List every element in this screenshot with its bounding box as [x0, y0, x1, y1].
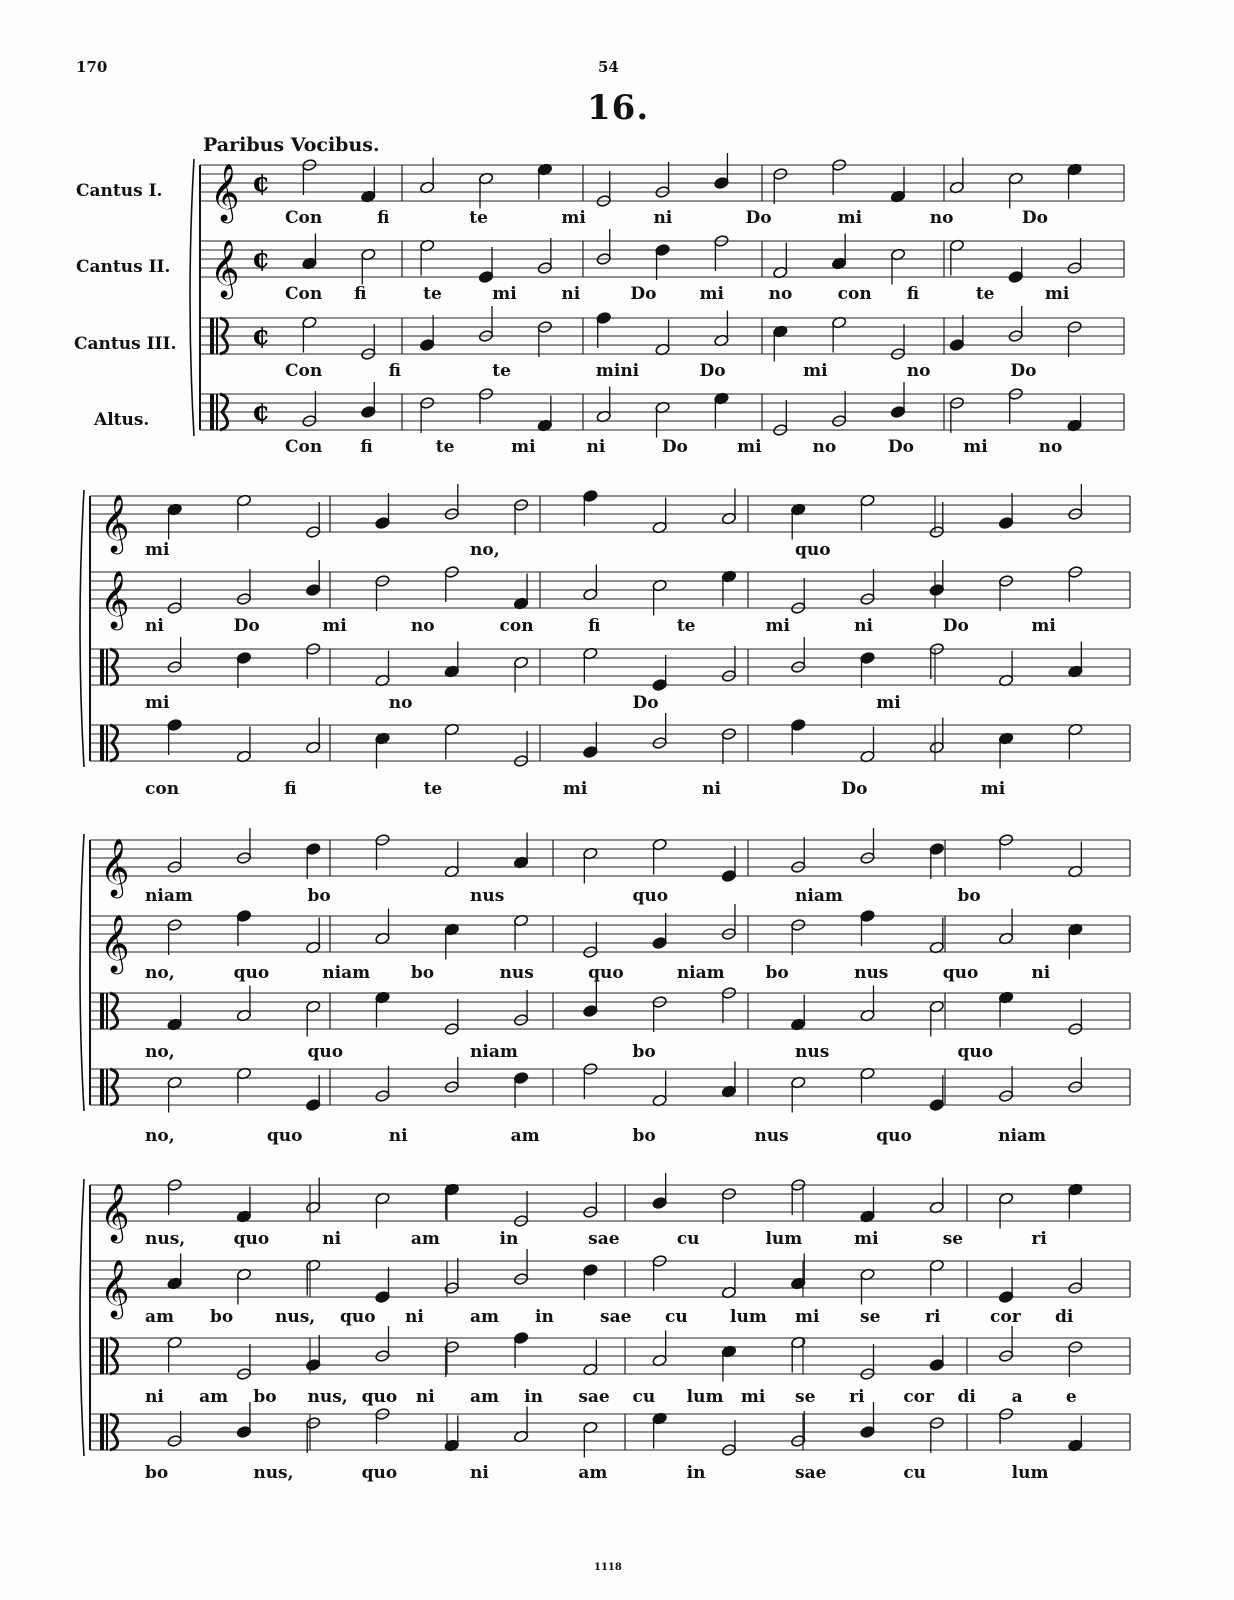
- lyric-syllable: ni: [586, 437, 606, 457]
- lyric-syllable: quo: [795, 540, 831, 560]
- alto-clef-icon: [100, 725, 104, 761]
- lyric-syllable: te: [676, 616, 696, 636]
- lyric-syllable: con: [145, 779, 180, 799]
- lyric-syllable: mi: [322, 616, 347, 636]
- staff: [90, 1057, 1130, 1113]
- alto-clef-icon: [100, 1414, 104, 1450]
- lyric-syllable: am: [410, 1229, 440, 1249]
- lyric-syllable: ni: [405, 1307, 424, 1327]
- lyric-syllable: Do: [632, 693, 659, 713]
- lyric-syllable: nus,: [307, 1387, 348, 1407]
- lyric-syllable: quo: [632, 886, 669, 906]
- system-brace: [80, 1179, 84, 1456]
- lyric-syllable: mini: [595, 361, 640, 381]
- lyric-syllable: mi: [795, 1307, 820, 1327]
- lyric-syllable: am: [510, 1126, 540, 1146]
- lyric-syllable: niam: [998, 1126, 1046, 1146]
- lyric-syllable: Do: [233, 616, 260, 636]
- lyric-syllable: te: [423, 284, 442, 304]
- lyric-syllable: no: [1038, 437, 1063, 457]
- lyric-syllable: in: [686, 1463, 706, 1483]
- lyric-syllable: nus,: [145, 1229, 186, 1249]
- lyric-syllable: bo: [632, 1126, 656, 1146]
- treble-clef-icon: 𝄞: [210, 239, 240, 297]
- lyric-syllable: quo: [876, 1126, 912, 1146]
- lyric-syllable: ni: [653, 208, 673, 228]
- treble-clef-icon: 𝄞: [210, 163, 240, 221]
- treble-clef-icon: 𝄞: [100, 914, 130, 972]
- lyric-syllable: mi: [963, 437, 988, 457]
- lyric-syllable: in: [535, 1307, 554, 1327]
- lyric-syllable: sae: [600, 1307, 632, 1327]
- lyric-syllable: te: [423, 779, 443, 799]
- lyric-syllable: cor: [903, 1387, 934, 1407]
- lyric-syllable: quo: [361, 1463, 398, 1483]
- lyric-syllable: bo: [957, 886, 981, 906]
- lyric-syllable: cu: [903, 1463, 927, 1483]
- alto-clef-icon: [210, 318, 214, 354]
- piece-number: 16.: [587, 88, 650, 128]
- lyric-syllable: mi: [1044, 284, 1070, 304]
- lyric-syllable: ni: [561, 284, 581, 304]
- lyric-syllable: Con: [285, 208, 323, 228]
- lyric-syllable: fi: [284, 779, 297, 799]
- lyric-syllable: e: [1065, 1387, 1077, 1407]
- lyric-syllable: quo: [361, 1387, 398, 1407]
- lyric-syllable: bo: [253, 1387, 277, 1407]
- lyric-syllable: te: [492, 361, 511, 381]
- lyric-syllable: fi: [377, 208, 390, 228]
- lyric-syllable: niam: [470, 1042, 518, 1062]
- staff: [90, 713, 1130, 769]
- lyric-syllable: cor: [990, 1307, 1021, 1327]
- lyric-syllable: mi: [1031, 616, 1056, 636]
- lyric-syllable: cu: [632, 1387, 656, 1407]
- lyric-syllable: no,: [145, 963, 175, 983]
- lyric-syllable: Do: [699, 361, 726, 381]
- lyric-syllable: ni: [145, 616, 164, 636]
- lyric-syllable: in: [499, 1229, 519, 1249]
- lyric-syllable: am: [470, 1387, 500, 1407]
- lyric-syllable: Do: [1010, 361, 1037, 381]
- common-time-icon: ¢: [252, 321, 271, 351]
- plate-number: 1118: [594, 1562, 622, 1573]
- lyric-syllable: no: [812, 437, 837, 457]
- lyric-syllable: lum: [686, 1387, 724, 1407]
- lyric-syllable: nus: [499, 963, 534, 983]
- lyric-syllable: mi: [561, 208, 586, 228]
- page-number-left: 170: [76, 58, 108, 76]
- lyric-syllable: bo: [145, 1463, 169, 1483]
- lyric-syllable: di: [957, 1387, 976, 1407]
- staff: [90, 981, 1130, 1037]
- treble-clef-icon: 𝄞: [100, 1259, 130, 1317]
- page-number-center: 54: [598, 58, 619, 76]
- voice-label-cantus-3: Cantus III.: [74, 334, 177, 354]
- staff: [200, 306, 1124, 362]
- alto-clef-icon: [210, 394, 214, 430]
- lyric-syllable: nus,: [253, 1463, 294, 1483]
- lyric-syllable: mi: [854, 1229, 879, 1249]
- lyric-syllable: quo: [266, 1126, 303, 1146]
- lyric-syllable: no: [388, 693, 413, 713]
- alto-clef-icon: [100, 1069, 104, 1105]
- treble-clef-icon: 𝄞: [100, 838, 130, 896]
- lyric-syllable: no,: [145, 1126, 175, 1146]
- lyric-syllable: con: [837, 284, 872, 304]
- lyric-syllable: mi: [737, 437, 762, 457]
- lyric-syllable: in: [524, 1387, 543, 1407]
- lyric-syllable: se: [942, 1229, 964, 1249]
- lyric-syllable: ni: [1031, 963, 1051, 983]
- lyric-syllable: am: [145, 1307, 175, 1327]
- lyric-syllable: con: [499, 616, 534, 636]
- lyric-syllable: am: [578, 1463, 608, 1483]
- lyric-syllable: no: [768, 284, 793, 304]
- lyric-syllable: mi: [740, 1387, 766, 1407]
- lyric-syllable: lum: [765, 1229, 803, 1249]
- lyric-syllable: Con: [285, 284, 323, 304]
- alto-clef-icon: [100, 993, 104, 1029]
- lyric-syllable: nus,: [275, 1307, 316, 1327]
- lyric-syllable: Do: [661, 437, 688, 457]
- performance-direction: Paribus Vocibus.: [203, 134, 380, 156]
- lyric-syllable: Do: [887, 437, 914, 457]
- lyric-syllable: Do: [841, 779, 868, 799]
- lyric-syllable: ni: [702, 779, 721, 799]
- lyric-syllable: ni: [322, 1229, 342, 1249]
- lyric-syllable: Do: [630, 284, 657, 304]
- lyric-syllable: no: [906, 361, 931, 381]
- common-time-icon: ¢: [252, 244, 271, 274]
- lyric-syllable: lum: [730, 1307, 767, 1327]
- lyric-syllable: Con: [285, 361, 323, 381]
- lyric-syllable: mi: [803, 361, 828, 381]
- lyric-syllable: quo: [233, 1229, 270, 1249]
- staff: [200, 382, 1124, 438]
- lyric-syllable: niam: [676, 963, 725, 983]
- lyric-syllable: te: [975, 284, 995, 304]
- lyric-syllable: niam: [145, 886, 193, 906]
- lyric-syllable: ri: [1031, 1229, 1047, 1249]
- lyric-syllable: bo: [765, 963, 789, 983]
- lyric-syllable: se: [860, 1307, 881, 1327]
- treble-clef-icon: 𝄞: [100, 494, 130, 552]
- lyric-syllable: cu: [676, 1229, 700, 1249]
- lyric-syllable: mi: [145, 693, 170, 713]
- lyric-syllable: no: [929, 208, 954, 228]
- lyric-syllable: te: [469, 208, 488, 228]
- lyric-syllable: mi: [699, 284, 724, 304]
- lyric-syllable: nus: [795, 1042, 830, 1062]
- lyric-syllable: fi: [360, 437, 373, 457]
- lyric-syllable: sae: [588, 1229, 620, 1249]
- lyric-syllable: fi: [388, 361, 401, 381]
- lyric-syllable: mi: [511, 437, 536, 457]
- staff: [90, 637, 1130, 693]
- lyric-syllable: bo: [307, 886, 331, 906]
- lyric-syllable: ri: [925, 1307, 941, 1327]
- lyric-syllable: bo: [632, 1042, 656, 1062]
- common-time-icon: ¢: [252, 397, 271, 427]
- lyric-syllable: quo: [233, 963, 270, 983]
- lyric-syllable: mi: [980, 779, 1006, 799]
- lyric-syllable: quo: [588, 963, 624, 983]
- lyric-syllable: sae: [578, 1387, 610, 1407]
- lyric-syllable: quo: [307, 1042, 344, 1062]
- lyric-syllable: nus: [854, 963, 889, 983]
- lyric-syllable: Con: [285, 437, 323, 457]
- lyric-syllable: mi: [562, 779, 588, 799]
- alto-clef-icon: [100, 649, 104, 685]
- lyric-syllable: a: [1011, 1387, 1023, 1407]
- treble-clef-icon: 𝄞: [100, 570, 130, 628]
- staff: [90, 1402, 1130, 1458]
- lyric-syllable: ni: [388, 1126, 408, 1146]
- lyric-syllable: ni: [145, 1387, 164, 1407]
- lyric-syllable: mi: [765, 616, 790, 636]
- system-brace: [80, 834, 84, 1111]
- lyric-syllable: mi: [876, 693, 901, 713]
- lyric-syllable: fi: [354, 284, 367, 304]
- lyric-syllable: nus: [470, 886, 505, 906]
- lyric-syllable: fi: [906, 284, 920, 304]
- lyric-syllable: mi: [837, 208, 863, 228]
- lyric-syllable: bo: [410, 963, 435, 983]
- lyric-syllable: no,: [145, 1042, 175, 1062]
- voice-label-altus: Altus.: [94, 410, 150, 430]
- lyric-syllable: no: [410, 616, 435, 636]
- lyric-syllable: am: [470, 1307, 500, 1327]
- staff: [90, 484, 1130, 555]
- lyric-syllable: bo: [210, 1307, 234, 1327]
- lyric-syllable: ri: [849, 1387, 865, 1407]
- system-brace: [80, 490, 84, 767]
- lyric-syllable: di: [1055, 1307, 1074, 1327]
- lyric-syllable: Do: [1021, 208, 1048, 228]
- lyric-syllable: niam: [322, 963, 371, 983]
- lyric-syllable: mi: [492, 284, 517, 304]
- lyric-syllable: niam: [795, 886, 843, 906]
- lyric-syllable: Do: [745, 208, 772, 228]
- alto-clef-icon: [100, 1338, 104, 1374]
- voice-label-cantus-1: Cantus I.: [76, 181, 163, 201]
- lyric-syllable: quo: [957, 1042, 994, 1062]
- lyric-syllable: no,: [470, 540, 500, 560]
- common-time-icon: ¢: [252, 168, 271, 198]
- lyric-syllable: nus: [754, 1126, 789, 1146]
- lyric-syllable: se: [795, 1387, 816, 1407]
- system-brace: [190, 159, 194, 436]
- voice-label-cantus-2: Cantus II.: [76, 257, 171, 277]
- lyric-syllable: am: [199, 1387, 229, 1407]
- lyric-syllable: mi: [145, 540, 170, 560]
- lyric-syllable: fi: [588, 616, 601, 636]
- lyric-syllable: ni: [470, 1463, 489, 1483]
- lyric-syllable: sae: [795, 1463, 827, 1483]
- lyric-syllable: ni: [854, 616, 873, 636]
- treble-clef-icon: 𝄞: [100, 1183, 130, 1241]
- staff: [90, 1326, 1130, 1382]
- lyric-syllable: te: [435, 437, 455, 457]
- lyric-syllable: Do: [942, 616, 969, 636]
- lyric-syllable: quo: [340, 1307, 376, 1327]
- lyric-syllable: ni: [415, 1387, 435, 1407]
- lyric-syllable: cu: [665, 1307, 688, 1327]
- lyric-syllable: quo: [942, 963, 979, 983]
- lyric-syllable: lum: [1011, 1463, 1049, 1483]
